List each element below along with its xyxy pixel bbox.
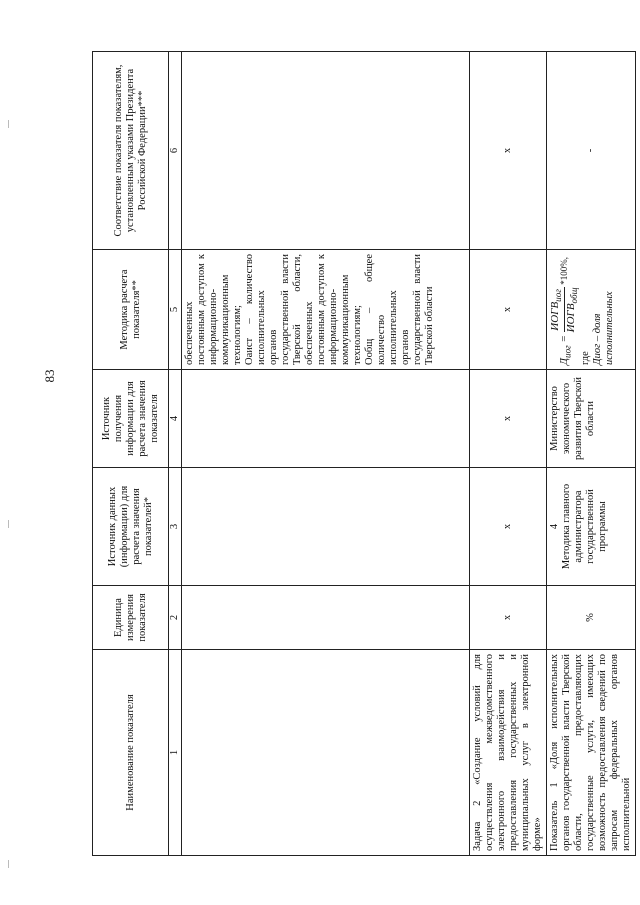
- indicator-source-data: Методика главного администратора государственной программы: [561, 483, 608, 570]
- rotated-table-container: [92, 52, 632, 856]
- method-line: Оаист – количество исполнительных органов государственной власти Тверской области, обеспеченных постоянным доступом к информационно-коммуникационным технологиям;: [244, 254, 363, 365]
- task-source-data: х: [470, 468, 547, 586]
- indicator-source-info: Министерство экономического развития Тверской области: [547, 370, 636, 468]
- column-number: 1: [169, 650, 182, 856]
- column-number-row: [169, 52, 182, 856]
- formula-left-sub: иог: [562, 345, 573, 358]
- indicator-source-data-cell: [547, 468, 636, 586]
- column-number: 6: [169, 52, 182, 250]
- indicator-name: Показатель 1 «Доля исполнительных органов государственной власти Тверской области, предоставляющих государственные услуги, имеющих возможность предоставления сведений по запросам федеральных органов исполнительной: [547, 650, 636, 856]
- column-number: 3: [169, 468, 182, 586]
- continuation-unit-cell: [182, 586, 470, 650]
- formula-fraction: [549, 287, 580, 332]
- indicator-unit: %: [547, 586, 636, 650]
- header-row: [93, 52, 169, 856]
- indicator-table: [92, 51, 636, 856]
- page-number: 83: [42, 369, 57, 383]
- scan-mark: [8, 120, 9, 128]
- column-number: 5: [169, 250, 182, 370]
- continuation-source-info-cell: [182, 370, 470, 468]
- header-compliance: Соответствие показателя показателям, установленным указами Президента Российской Федерации***: [93, 52, 169, 250]
- continuation-compliance-cell: [182, 52, 470, 250]
- indicator-compliance: -: [547, 52, 636, 250]
- task-row: [470, 52, 547, 856]
- method-line: Ообщ – общее количество исполнительных органов государственной власти Тверской области: [364, 254, 435, 365]
- header-unit: Единица измерения показателя: [93, 586, 169, 650]
- formula-left: Д: [558, 358, 571, 365]
- indicator-table-wrapper: [92, 52, 632, 856]
- indicator-row: [547, 52, 636, 856]
- indicator-source-number: 4: [549, 523, 560, 530]
- task-method: х: [470, 250, 547, 370]
- method-line: обеспеченных постоянным доступом к информационно-коммуникационным технологиям;: [184, 254, 243, 365]
- formula-denominator: $ИОГВ_{общ}$: [565, 287, 580, 333]
- indicator-method-cell: [547, 250, 636, 370]
- task-unit: х: [470, 586, 547, 650]
- continuation-source-data-cell: [182, 468, 470, 586]
- column-number: 4: [169, 370, 182, 468]
- scan-mark: [8, 520, 9, 528]
- column-number: 2: [169, 586, 182, 650]
- formula-definition-start: Диог – доля исполнительных: [592, 291, 616, 365]
- task-name: Задача 2 «Создание условий для осуществления межведомственного электронного взаимодействия и предоставления государственных и муниципальных услуг в электронной форме»: [470, 650, 547, 856]
- header-source-data: Источник данных (информации) для расчета значения показателей*: [93, 468, 169, 586]
- continuation-row: [182, 52, 470, 856]
- scan-mark: [8, 860, 9, 868]
- formula-multiplier: *100%,: [559, 256, 570, 285]
- header-method: Методика расчета показателя**: [93, 250, 169, 370]
- formula-numerator: $ИОГВ_{иог}$: [549, 289, 564, 331]
- formula-where: где: [580, 351, 592, 365]
- continuation-name-cell: [182, 650, 470, 856]
- indicator-formula: $Д_{иог}$ = $ИОГВ_{иог}$ $ИОГВ_{общ}$ *100%,: [549, 256, 580, 365]
- header-indicator-name: Наименование показателя: [93, 650, 169, 856]
- task-source-info: х: [470, 370, 547, 468]
- header-source-info: Источник получения информации для расчета значения показателя: [93, 370, 169, 468]
- continuation-method-cell: [182, 250, 470, 370]
- task-compliance: х: [470, 52, 547, 250]
